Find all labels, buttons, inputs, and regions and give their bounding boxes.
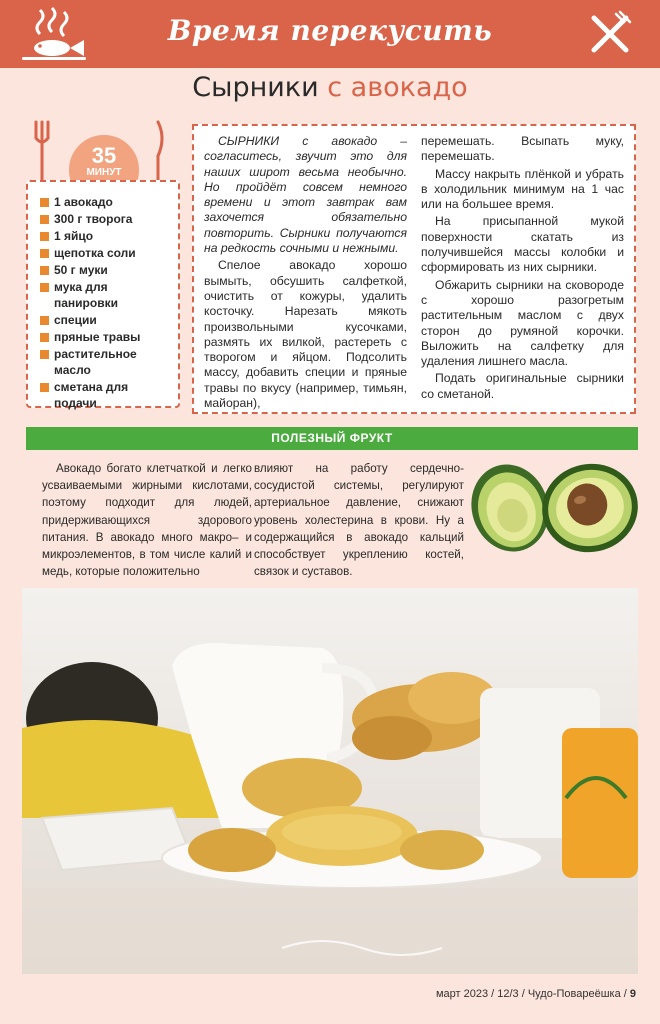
ingredient-item: 300 г творога <box>40 211 170 227</box>
ingredient-item: мука для панировки <box>40 279 170 311</box>
ingredient-item: специи <box>40 312 170 328</box>
ingredients-list <box>26 180 180 408</box>
ingredient-item: сметана для подачи <box>40 379 170 411</box>
tip-box <box>26 452 638 579</box>
tip-heading: ПОЛЕЗНЫЙ ФРУКТ <box>26 427 638 450</box>
recipe-title-accent: с авокадо <box>327 72 468 103</box>
avocado-halves-image <box>466 452 642 556</box>
syrniki-photo <box>22 588 638 974</box>
cooking-time-unit: МИНУТ <box>86 167 122 178</box>
food-photo-illustration <box>22 588 638 974</box>
ingredient-item: растительное масло <box>40 346 170 378</box>
method-column-left <box>204 134 407 411</box>
method-step: перемешать. Всыпать муку, перемешать. <box>421 134 624 164</box>
ingredient-item: 50 г муки <box>40 262 170 278</box>
section-title: Время перекусить <box>167 14 493 47</box>
cooking-time-value: 35 <box>91 143 117 168</box>
recipe-title <box>0 72 660 103</box>
method-text-box <box>192 124 636 414</box>
ingredient-item: 1 яйцо <box>40 228 170 244</box>
ingredient-item: щепотка соли <box>40 245 170 261</box>
recipe-intro: СЫРНИКИ с авокадо – согласитесь, звучит это для наших широт весьма необычно. Но пройдёт совсем немного времени и этот завтрак вам захочется обязательно повторить. Сырники получаются на редкость сочными и нежными. <box>204 134 407 256</box>
method-step: Спелое авокадо хорошо вымыть, обсушить салфеткой, очистить от кожуры, удалить косточку. Нарезать мякоть произвольными кусочками, размять их вилкой, растереть с творогом и яйцом. Подсолить массу, добавить специи и пряные травы по вкусу (например, тимьян, майоран), <box>204 258 407 411</box>
method-column-right <box>421 134 624 406</box>
method-step: На присыпанной мукой поверхности скатать из получившейся массы колобки и сформировать из них сырники. <box>421 214 624 275</box>
ingredient-item: пряные травы <box>40 329 170 345</box>
page-footer <box>436 988 636 1000</box>
method-step: Массу накрыть плёнкой и убрать в холодильник минимум на 1 час или на большее время. <box>421 166 624 212</box>
fork-knife-icon <box>586 10 634 58</box>
method-step: Подать оригинальные сырники со сметаной. <box>421 371 624 401</box>
recipe-title-main: Сырники <box>192 72 328 103</box>
tip-text-col2: влияют на работу сердечно-сосудистой системы, регулируют артериальное давление, снижают уровень холестерина в крови. Ну а содержащийся в авокадо кальций способствует укреплению костей, связок и суставов. <box>254 462 464 579</box>
header-bar <box>0 0 660 68</box>
footer-issue: март 2023 / 12/3 / Чудо-Повареёшка / <box>435 988 630 1000</box>
method-step: Обжарить сырники на сковороде с хорошо разогретым растительным маслом с двух сторон до румяной корочки. Выложить на салфетку для удаления лишнего масла. <box>421 277 624 369</box>
tip-text-col1: Авокадо богато клетчаткой и легко усваиваемыми жирными кислотами, поэтому подходит для людей, придерживающихся здорового питания. В авокадо много макро– и микроэлементов, в том числе калий и медь, которые положительно <box>42 462 252 579</box>
page-number: 9 <box>629 988 636 1000</box>
ingredient-item: 1 авокадо <box>40 194 170 210</box>
